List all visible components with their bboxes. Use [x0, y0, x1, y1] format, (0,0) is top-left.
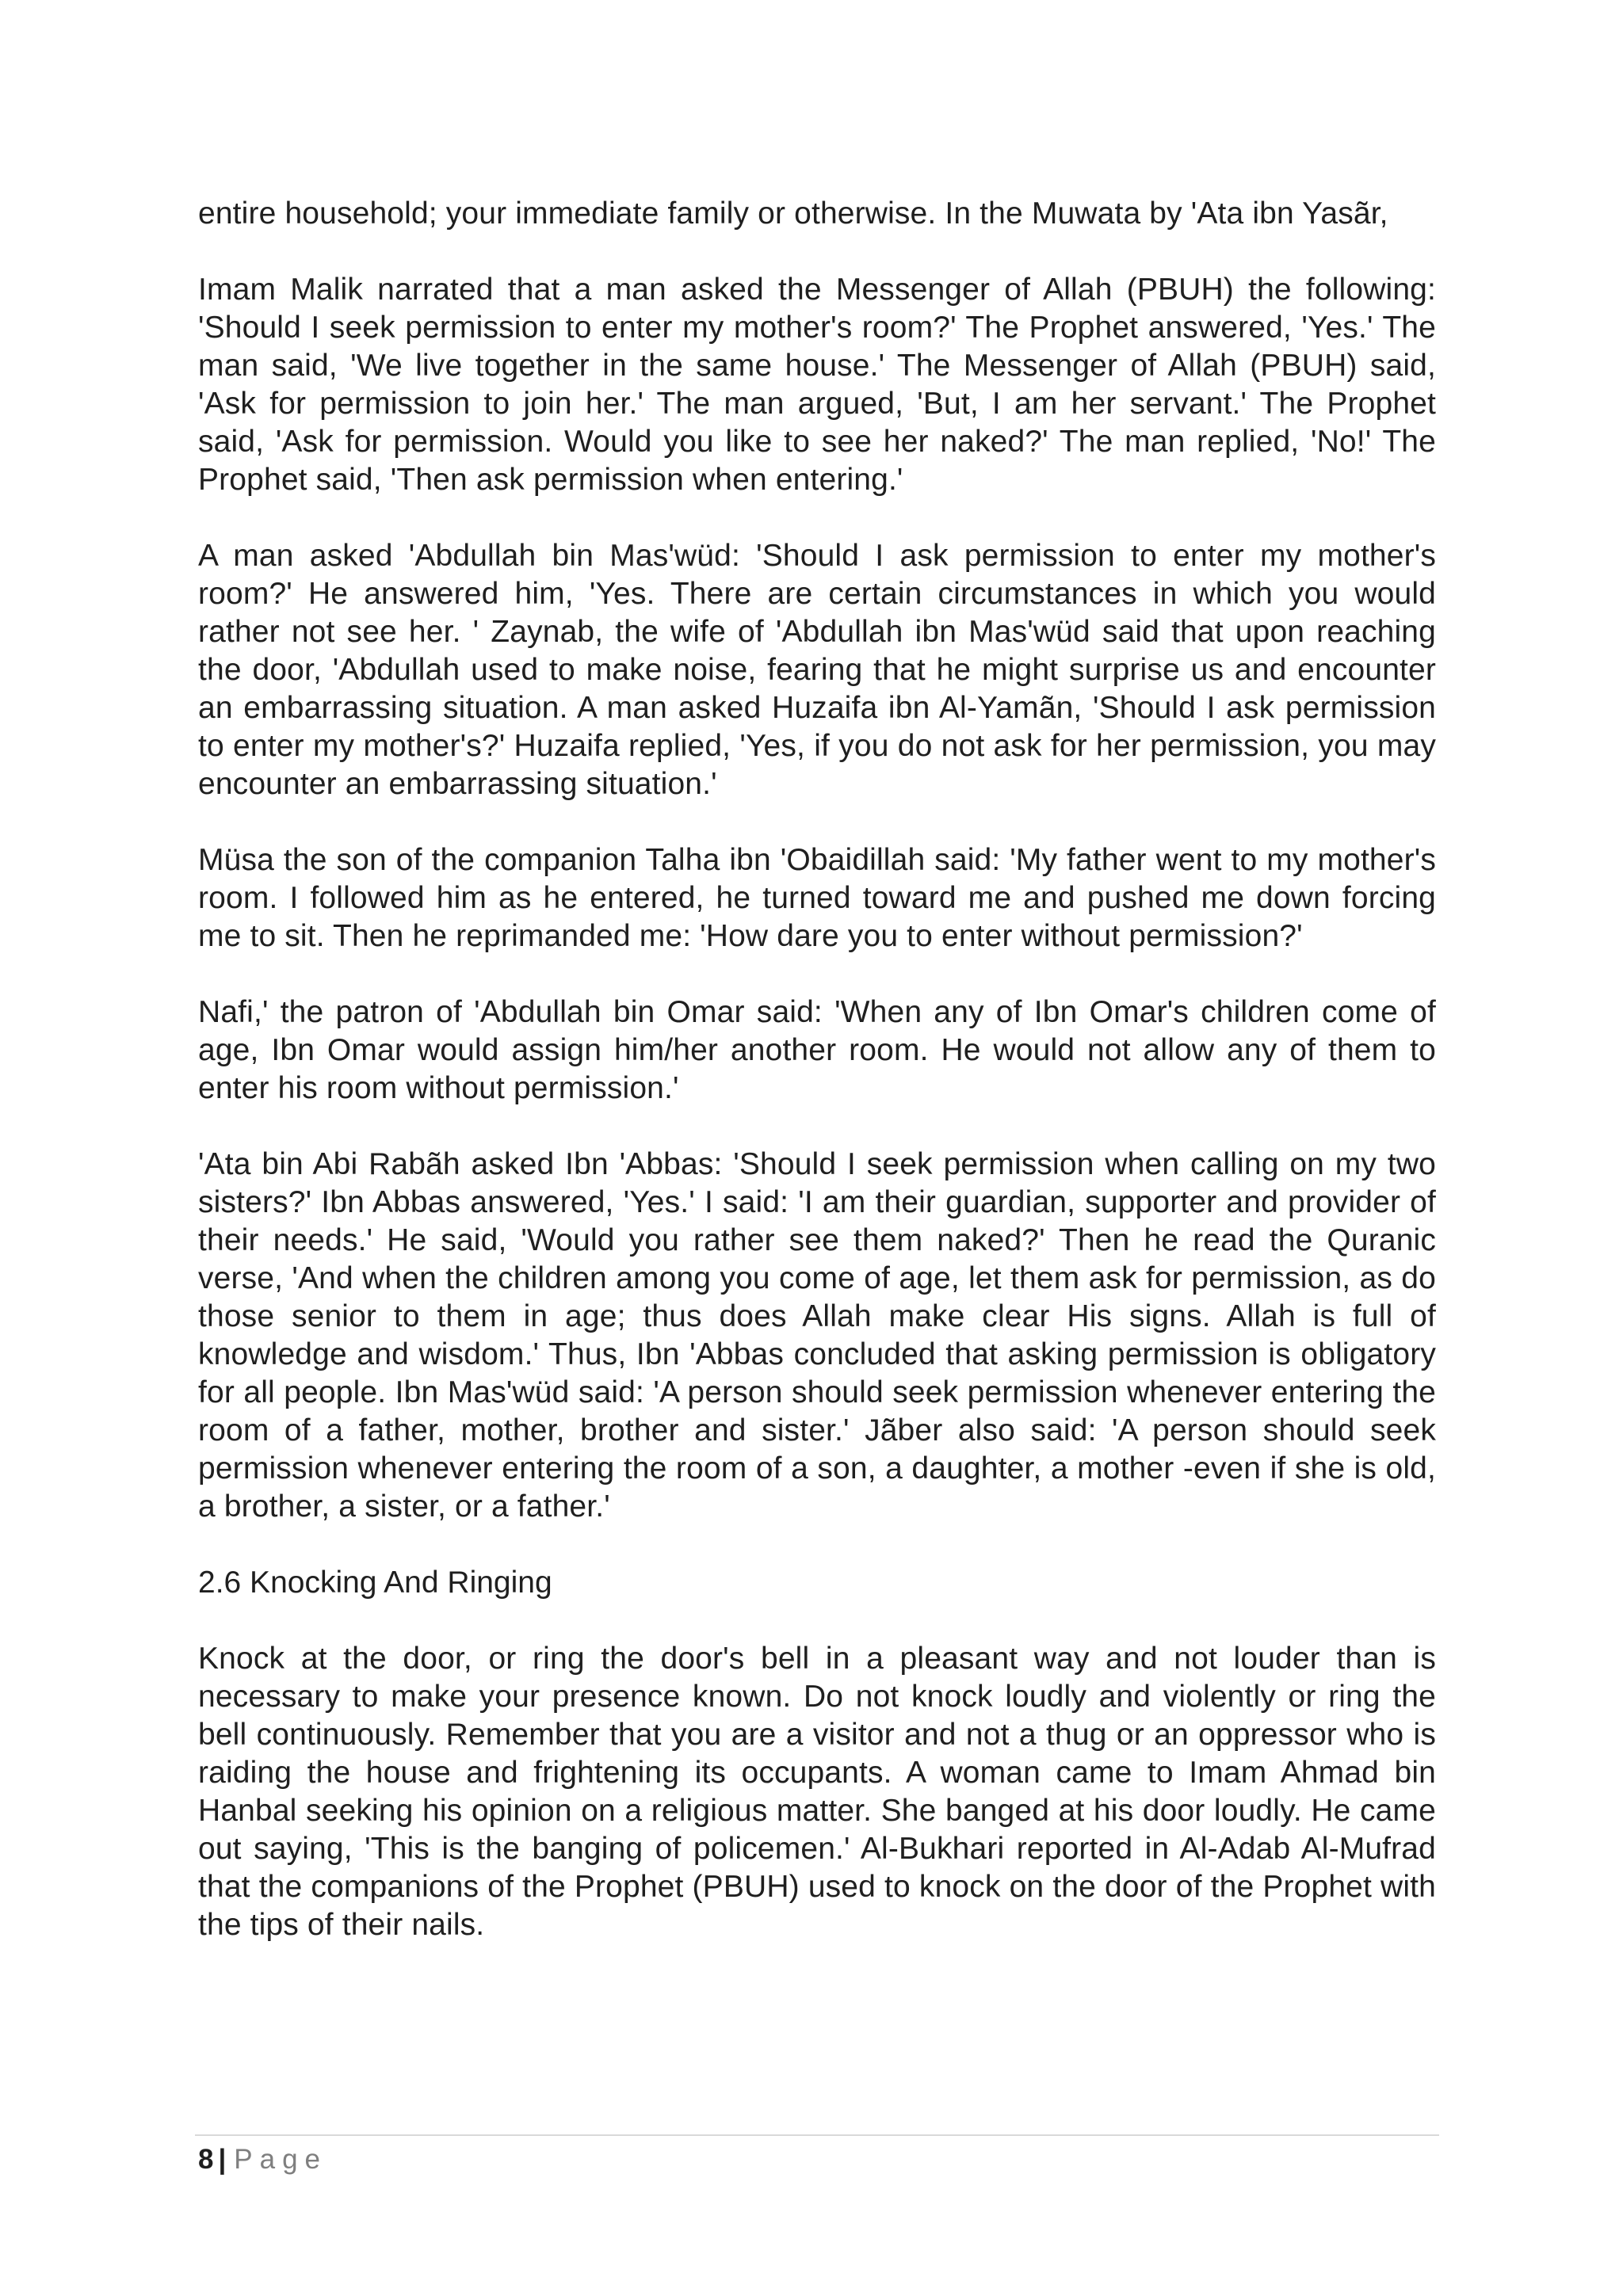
page-footer [198, 2141, 327, 2179]
section-heading: 2.6 Knocking And Ringing [198, 1566, 552, 1600]
section-paragraph-1: Knock at the door, or ring the door's bell in a pleasant way and not louder than is necessary to make your presence known. Do not knock loudly and violently or ring the bell continuously. Remember that you are a visitor and not a thug or an oppressor who is raiding the house and frightening its occupants. A woman came to Imam Ahmad bin Hanbal seeking his opinion on a religious matter. She banged at his door loudly. He came out saying, 'This is the banging of policemen.' Al-Bukhari reported in Al-Adab Al-Mufrad that the companions of the Prophet (PBUH) used to knock on the door of the Prophet with the tips of their nails. [198, 1642, 1436, 1942]
footer-divider [195, 2134, 1439, 2136]
page-body [198, 195, 1436, 1982]
page-label: Page [234, 2144, 328, 2175]
page-number: 8 [198, 2144, 214, 2175]
paragraph-5: Nafi,' the patron of 'Abdullah bin Omar said: 'When any of Ibn Omar's children come of age, Ibn Omar would assign him/her another room. He would not allow any of them to enter his room without permission.' [198, 995, 1436, 1105]
footer-separator: | [218, 2144, 227, 2175]
paragraph-3: A man asked 'Abdullah bin Mas'wüd: 'Should I ask permission to enter my mother's room?' He answered him, 'Yes. There are certain circumstances in which you would rather not see her. ' Zaynab, the wife of 'Abdullah ibn Mas'wüd said that upon reaching the door, 'Abdullah used to make noise, fearing that he might surprise us and encounter an embarrassing situation. A man asked Huzaifa ibn Al-Yamãn, 'Should I ask permission to enter my mother's?' Huzaifa replied, 'Yes, if you do not ask for her permission, you may encounter an embarrassing situation.' [198, 539, 1436, 801]
paragraph-4: Müsa the son of the companion Talha ibn 'Obaidillah said: 'My father went to my mother's room. I followed him as he entered, he turned toward me and pushed me down forcing me to sit. Then he reprimanded me: 'How dare you to enter without permission?' [198, 843, 1436, 953]
paragraph-2: Imam Malik narrated that a man asked the Messenger of Allah (PBUH) the following: 'Should I seek permission to enter my mother's room?' The Prophet answered, 'Yes.' The man said, 'We live together in the same house.' The Messenger of Allah (PBUH) said, 'Ask for permission to join her.' The man argued, 'But, I am her servant.' The Prophet said, 'Ask for permission. Would you like to see her naked?' The man replied, 'No!' The Prophet said, 'Then ask permission when entering.' [198, 273, 1436, 497]
paragraph-6: 'Ata bin Abi Rabãh asked Ibn 'Abbas: 'Should I seek permission when calling on my two sisters?' Ibn Abbas answered, 'Yes.' I said: 'I am their guardian, supporter and provider of their needs.' He said, 'Would you rather see them naked?' Then he read the Quranic verse, 'And when the children among you come of age, let them ask for permission, as do those senior to them in age; thus does Allah make clear His signs. Allah is full of knowledge and wisdom.' Thus, Ibn 'Abbas concluded that asking permission is obligatory for all people. Ibn Mas'wüd said: 'A person should seek permission whenever entering the room of a father, mother, brother and sister.' Jãber also said: 'A person should seek permission whenever entering the room of a son, a daughter, a mother -even if she is old, a brother, a sister, or a father.' [198, 1147, 1436, 1524]
paragraph-1: entire household; your immediate family or otherwise. In the Muwata by 'Ata ibn Yasãr, [198, 196, 1388, 231]
